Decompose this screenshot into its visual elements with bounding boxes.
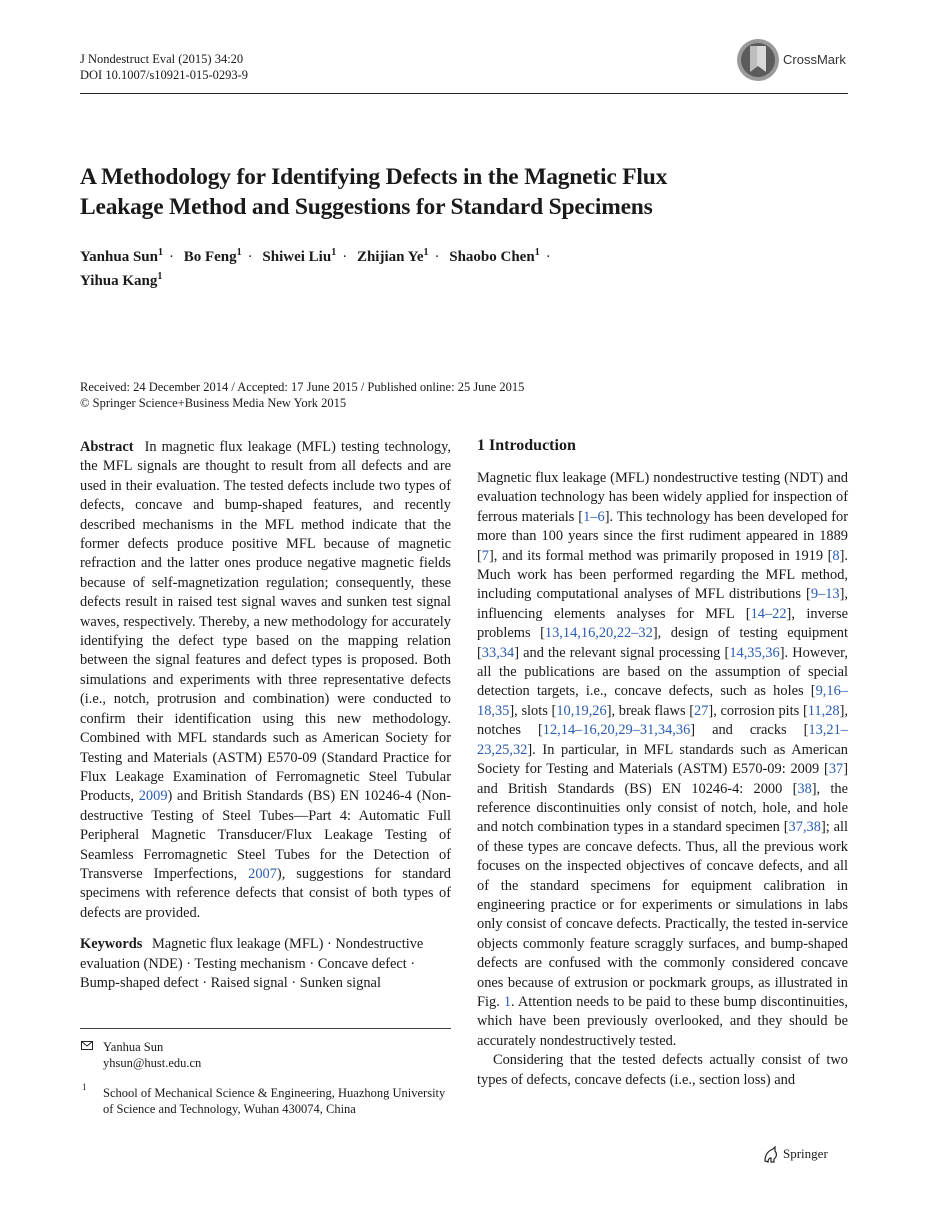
title-line: A Methodology for Identifying Defects in the Magnetic Flux <box>80 164 668 190</box>
intro-paragraph <box>477 469 848 1051</box>
springer-horse-icon <box>762 1146 778 1163</box>
abstract: Abstract In magnetic flux leakage (MFL) testing technology, the MFL signals are thought to result from all defects and are used in their evaluation. The tested defects include two types of defects, concave and bump-shaped features, and recently described mechanisms in the MFL method indicate that the former defects produce positive MFL because of magnetic refraction and the latter ones produce negative magnetic fields because of self-magnetization regulation; consequently, these defects result in raised test signal waves and sunken test signal waves, respectively. Thereby, a new methodology for accurately identifying the defect type based on the mapping relation between the signal features and defect types is proposed. Both simulations and experiments with three representative defects (i.e., notch, protrusion and combination) were conducted to confirm their identification using this new methodology. Combined with MFL standards such as American Society for Testing and Materials (ASTM) E570-09 (Standard Practice for Flux Leakage Examination of Ferromagnetic Steel Tubular Products, 2009) and British Standards (BS) EN 10246-4 (Non-destructive Testing of Steel Tubes—Part 4: Automatic Full Peripheral Magnetic Transducer/Flux Leakage Testing of Seamless Ferromagnetic Steel Tubes for the Detection of Transverse Imperfections, 2007), suggestions for standard specimens with reference defects that consist of both types of defects are provided. <box>80 439 451 921</box>
title-line: Leakage Method and Suggestions for Standard Specimens <box>80 194 653 220</box>
intro-text: ], slots [ <box>509 702 557 719</box>
doi[interactable]: DOI 10.1007/s10921-015-0293-9 <box>80 68 249 82</box>
envelope-icon <box>81 1041 93 1050</box>
intro-text: ]. Much work has been performed regarding the MFL method, including computational analyses of MFL distributions [ <box>477 547 848 603</box>
citation-link[interactable]: 14–22 <box>750 605 787 622</box>
intro-text: ] and British Standards (BS) EN 10246-4: 2000 [ <box>477 761 848 797</box>
author-list: Yanhua Sun$^1$ · Bo Feng$^1$ · Shiwei Liu$^1$ · Zhijian $Ye^1$ · Shaobo Chen$^1$ · Yihua Kang$^1$ <box>80 247 551 289</box>
intro-text: ], design of testing equipment [ <box>477 625 848 661</box>
intro-text: ] and cracks [ <box>690 722 809 739</box>
citation-link[interactable]: 38 <box>797 780 812 797</box>
citation-link[interactable]: 2009 <box>138 788 168 805</box>
crossmark-label[interactable]: CrossMark <box>783 52 846 67</box>
citation-link[interactable]: 2007 <box>248 865 277 882</box>
journal-header <box>80 51 248 83</box>
intro-text: ], the reference discontinuities only consist of notch, hole, and hole and notch combination types in a standard specimen [ <box>477 780 848 836</box>
crossmark-icon <box>736 38 780 82</box>
publication-dates <box>80 379 524 411</box>
intro-text: ]. This technology has been developed for more than 100 years since the first rudiment appeared in 1889 [ <box>477 508 848 564</box>
citation-link[interactable]: 37,38 <box>788 819 821 836</box>
affiliation-mark: 1 <box>82 1082 87 1092</box>
author[interactable]: Yanhua Sun$^1$ <box>80 247 163 265</box>
citation-link[interactable]: 33,34 <box>481 644 515 661</box>
header-rule <box>80 93 848 94</box>
corresponding-email[interactable]: yhsun@hust.edu.cn <box>103 1056 202 1070</box>
keywords-text: Magnetic flux leakage (MFL) · Nondestructive evaluation (NDE) · Testing mechanism · Concave defect · Bump-shaped defect · Raised signal · Sunken signal <box>80 936 424 991</box>
corresponding-name: Yanhua Sun <box>103 1040 164 1054</box>
keywords-label: Keywords <box>80 936 143 953</box>
author[interactable]: Shiwei Liu$^1$ <box>262 247 337 265</box>
abstract-column <box>80 438 451 993</box>
section-heading: 1 Introduction <box>477 437 576 454</box>
intro-text: ], and its formal method was primarily proposed in 1919 [ <box>489 547 833 564</box>
intro-text: . Attention needs to be paid to these bump discontinuities, which have been previously overlooked, and they should be accurately nondestructively tested. <box>477 993 848 1049</box>
intro-text: ], corrosion pits [ <box>708 702 808 719</box>
citation-link[interactable]: 10,19,26 <box>556 702 607 719</box>
footnote-rule <box>80 1028 451 1029</box>
citation-link[interactable]: 9–13 <box>810 586 840 603</box>
intro-text: Magnetic flux leakage (MFL) nondestructive testing (NDT) and evaluation technology has been widely applied for inspection of ferrous materials [ <box>477 470 848 525</box>
citation-link[interactable]: 1 <box>503 993 512 1010</box>
citation-link[interactable]: 1–6 <box>583 508 605 525</box>
intro-text: ], inverse problems [ <box>477 605 848 642</box>
corresponding-author <box>103 1039 201 1071</box>
intro-column <box>477 469 848 1090</box>
intro-text: ] and the relevant signal processing [ <box>514 644 730 661</box>
intro-text: ], influencing elements analyses for MFL [ <box>477 586 848 622</box>
publisher-logo: Springer <box>783 1146 828 1161</box>
affiliation: School of Mechanical Science & Engineering, Huazhong University of Science and Technology, Wuhan 430074, China <box>103 1086 446 1116</box>
author[interactable]: Zhijian Ye$^1$ <box>356 247 429 265</box>
citation-link[interactable]: 13,21–23,25,32 <box>477 722 848 758</box>
citation-link[interactable]: 12,14–16,20,29–31,34,36 <box>542 722 691 739</box>
keywords <box>80 935 451 993</box>
copyright-line: © Springer Science+Business Media New York 2015 <box>80 396 347 410</box>
citation-link[interactable]: 14,35,36 <box>729 644 780 661</box>
journal-citation: J Nondestruct Eval (2015) 34:20 <box>80 52 244 66</box>
author[interactable]: Bo Feng$^1$ <box>183 247 242 265</box>
citation-link[interactable]: 7 <box>481 547 489 564</box>
abstract-label: Abstract <box>80 439 134 455</box>
citation-link[interactable]: 9,16–18,35 <box>477 683 848 719</box>
citation-link[interactable]: 11,28 <box>807 702 840 719</box>
intro-text: ], notches [ <box>477 702 848 739</box>
dates-line: Received: 24 December 2014 / Accepted: 17 June 2015 / Published online: 25 June 2015 <box>80 380 525 394</box>
intro-text: ]; all of these types are concave defects. Thus, all the previous work focuses on the inspected objectives of concave defects, and all of the standard specimens for equipment calibration in engineering practice or for experiments or simulations in labs only consist of concave defects. Practically, the tested in-service objects commonly feature scraggly surfaces, and bump-shaped defects are confused with the commonly considered concave ones because of extrusion or pockmark groups, as illustrated in Fig. <box>477 819 848 1010</box>
citation-link[interactable]: 27 <box>694 702 709 719</box>
intro-text: ]. In particular, in MFL standards such as American Society for Testing and Materials (ASTM) E570-09: 2009 [ <box>477 741 848 778</box>
intro-text: ]. However, all the publications are based on the assumption of special detection targets, i.e., concave defects, such as holes [ <box>477 644 848 700</box>
intro-paragraph: Considering that the tested defects actually consist of two types of defects, concave defects (i.e., section loss) and <box>477 1052 848 1088</box>
citation-link[interactable]: 37 <box>828 761 844 778</box>
citation-link[interactable]: 8 <box>832 547 840 564</box>
author[interactable]: Yihua Kang$^1$ <box>80 271 163 289</box>
paper-title <box>80 162 800 222</box>
citation-link[interactable]: 13,14,16,20,22–32 <box>544 625 653 642</box>
author[interactable]: Shaobo Chen$^1$ <box>449 247 540 265</box>
intro-text: ], break flaws [ <box>606 702 695 719</box>
